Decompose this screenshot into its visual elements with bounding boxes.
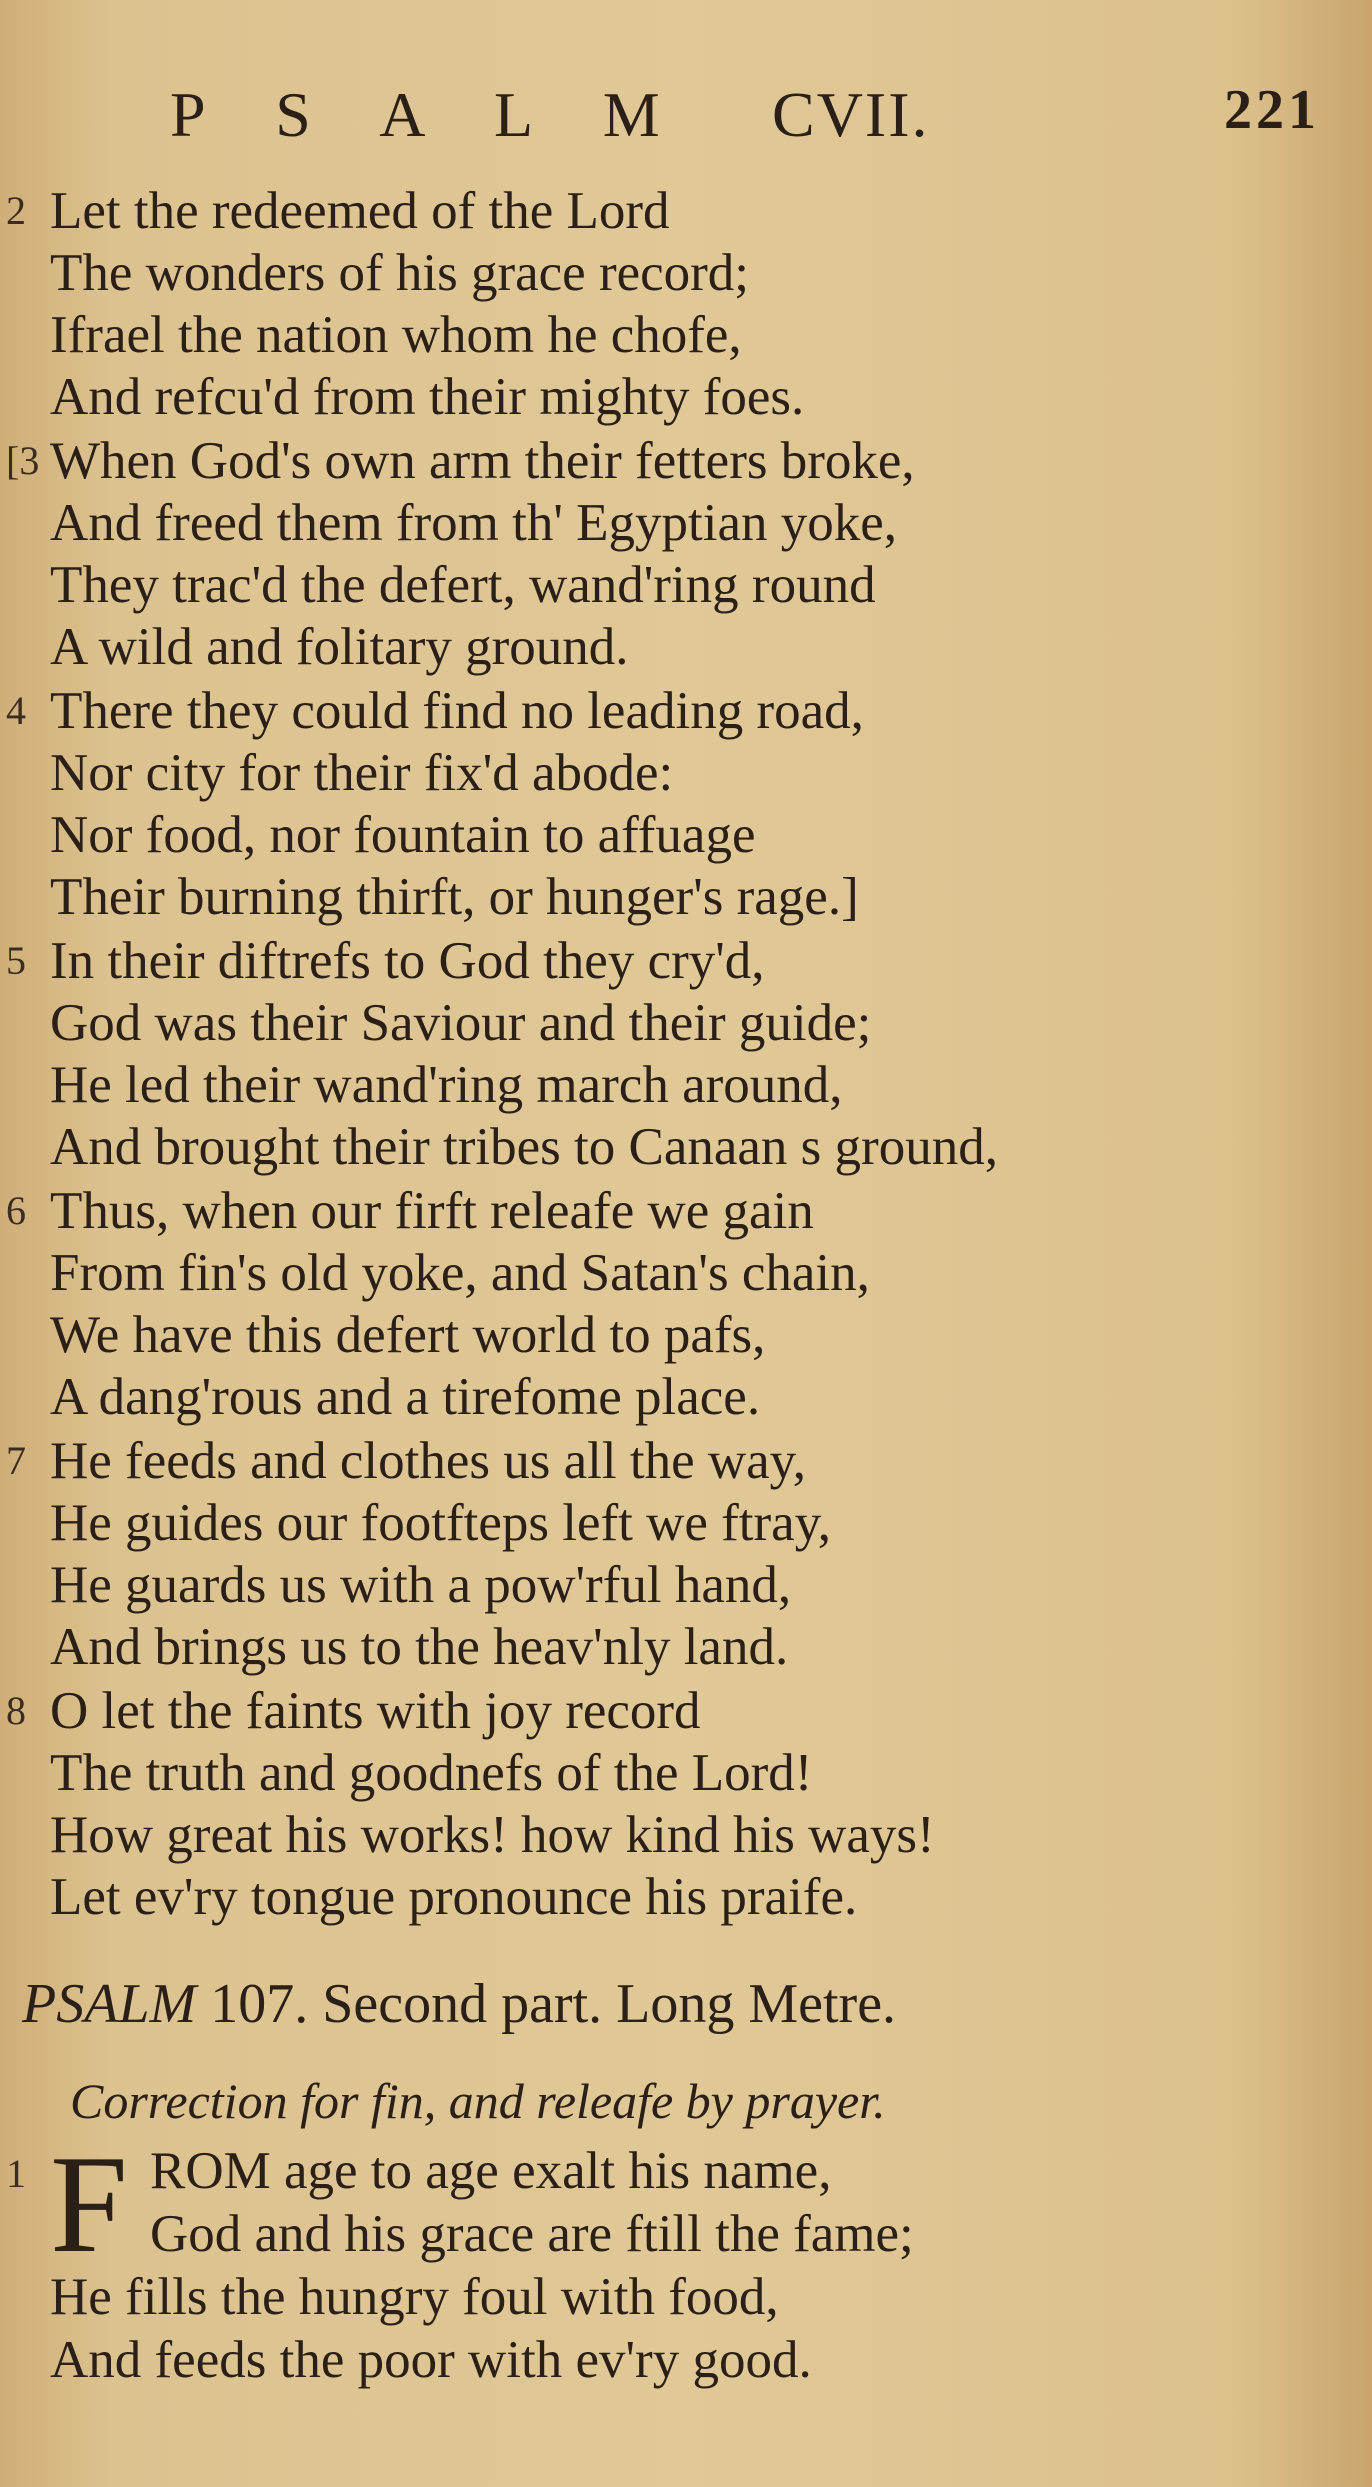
verse-line: And freed them from th' Egyptian yoke, bbox=[50, 494, 898, 552]
verse-number: 1 bbox=[6, 2151, 26, 2196]
verse-number: 5 bbox=[6, 938, 26, 983]
verse-line: And feeds the poor with ev'ry good. bbox=[50, 2331, 812, 2389]
verse-line: He guards us with a pow'rful hand, bbox=[50, 1556, 792, 1614]
verse-number: [3 bbox=[6, 438, 40, 483]
stanza bbox=[6, 430, 1300, 678]
stanza bbox=[6, 180, 1300, 428]
verse-line: ROM age to age exalt his name, bbox=[150, 2142, 832, 2200]
verse-line: A wild and folitary ground. bbox=[50, 618, 629, 676]
verse-line: And brings us to the heav'nly land. bbox=[50, 1618, 789, 1676]
verse-line: Let the redeemed of the Lord bbox=[50, 182, 670, 240]
verse-line: The wonders of his grace record; bbox=[50, 244, 750, 302]
stanza bbox=[6, 1430, 1300, 1678]
drop-cap: F bbox=[50, 2127, 128, 2282]
section-heading bbox=[22, 1972, 1322, 2042]
verse-line: They trac'd the defert, wand'ring round bbox=[50, 556, 876, 614]
running-title: P S A L M bbox=[170, 79, 688, 150]
verse-line: Nor food, nor fountain to affuage bbox=[50, 806, 756, 864]
verse-line: The truth and goodnefs of the Lord! bbox=[50, 1744, 813, 1802]
verse-line: God was their Saviour and their guide; bbox=[50, 994, 872, 1052]
verse-line: How great his works! how kind his ways! bbox=[50, 1806, 935, 1864]
verse-line: Ifrael the nation whom he chofe, bbox=[50, 306, 742, 364]
verse-number: 2 bbox=[6, 188, 26, 233]
psalm-number: CVII. bbox=[772, 79, 930, 150]
verse-line: Let ev'ry tongue pronounce his praife. bbox=[50, 1868, 858, 1926]
verse-line: He led their wand'ring march around, bbox=[50, 1056, 843, 1114]
verse-line: Their burning thirft, or hunger's rage.] bbox=[50, 868, 859, 926]
verse-number: 8 bbox=[6, 1688, 26, 1733]
verse-line: God and his grace are ftill the fame; bbox=[150, 2205, 914, 2263]
stanza bbox=[6, 930, 1300, 1178]
verse-line: A dang'rous and a tirefome place. bbox=[50, 1368, 761, 1426]
verse-line: From fin's old yoke, and Satan's chain, bbox=[50, 1244, 870, 1302]
section-subtitle: Correction for fin, and releafe by prayer. bbox=[70, 2073, 886, 2129]
page-number: 221 bbox=[1224, 79, 1320, 141]
stanza bbox=[6, 2127, 1300, 2392]
verse-line: He guides our footfteps left we ftray, bbox=[50, 1494, 831, 1552]
verse-number: 7 bbox=[6, 1438, 26, 1483]
verse-number: 4 bbox=[6, 688, 26, 733]
section-heading-psalm: PSALM bbox=[22, 1973, 197, 2035]
stanza bbox=[6, 1180, 1300, 1428]
verse-line: We have this defert world to pafs, bbox=[50, 1306, 766, 1364]
verse-line: Thus, when our firft releafe we gain bbox=[50, 1182, 814, 1240]
verse-line: And refcu'd from their mighty foes. bbox=[50, 368, 805, 426]
verse-line: Nor city for their fix'd abode: bbox=[50, 744, 674, 802]
page-header bbox=[170, 78, 1320, 158]
verse-line: In their diftrefs to God they cry'd, bbox=[50, 932, 765, 990]
verse-line: O let the faints with joy record bbox=[50, 1682, 701, 1740]
stanza bbox=[6, 1680, 1300, 1928]
verse-line: He feeds and clothes us all the way, bbox=[50, 1432, 806, 1490]
verse-line: There they could find no leading road, bbox=[50, 682, 864, 740]
verse-number: 6 bbox=[6, 1188, 26, 1233]
stanza bbox=[6, 680, 1300, 928]
verse-line: When God's own arm their fetters broke, bbox=[50, 432, 915, 490]
verse-line: He fills the hungry foul with food, bbox=[50, 2268, 779, 2326]
section-heading-rest: 107. Second part. Long Metre. bbox=[210, 1973, 897, 2035]
verse-line: And brought their tribes to Canaan s ground, bbox=[50, 1118, 998, 1176]
